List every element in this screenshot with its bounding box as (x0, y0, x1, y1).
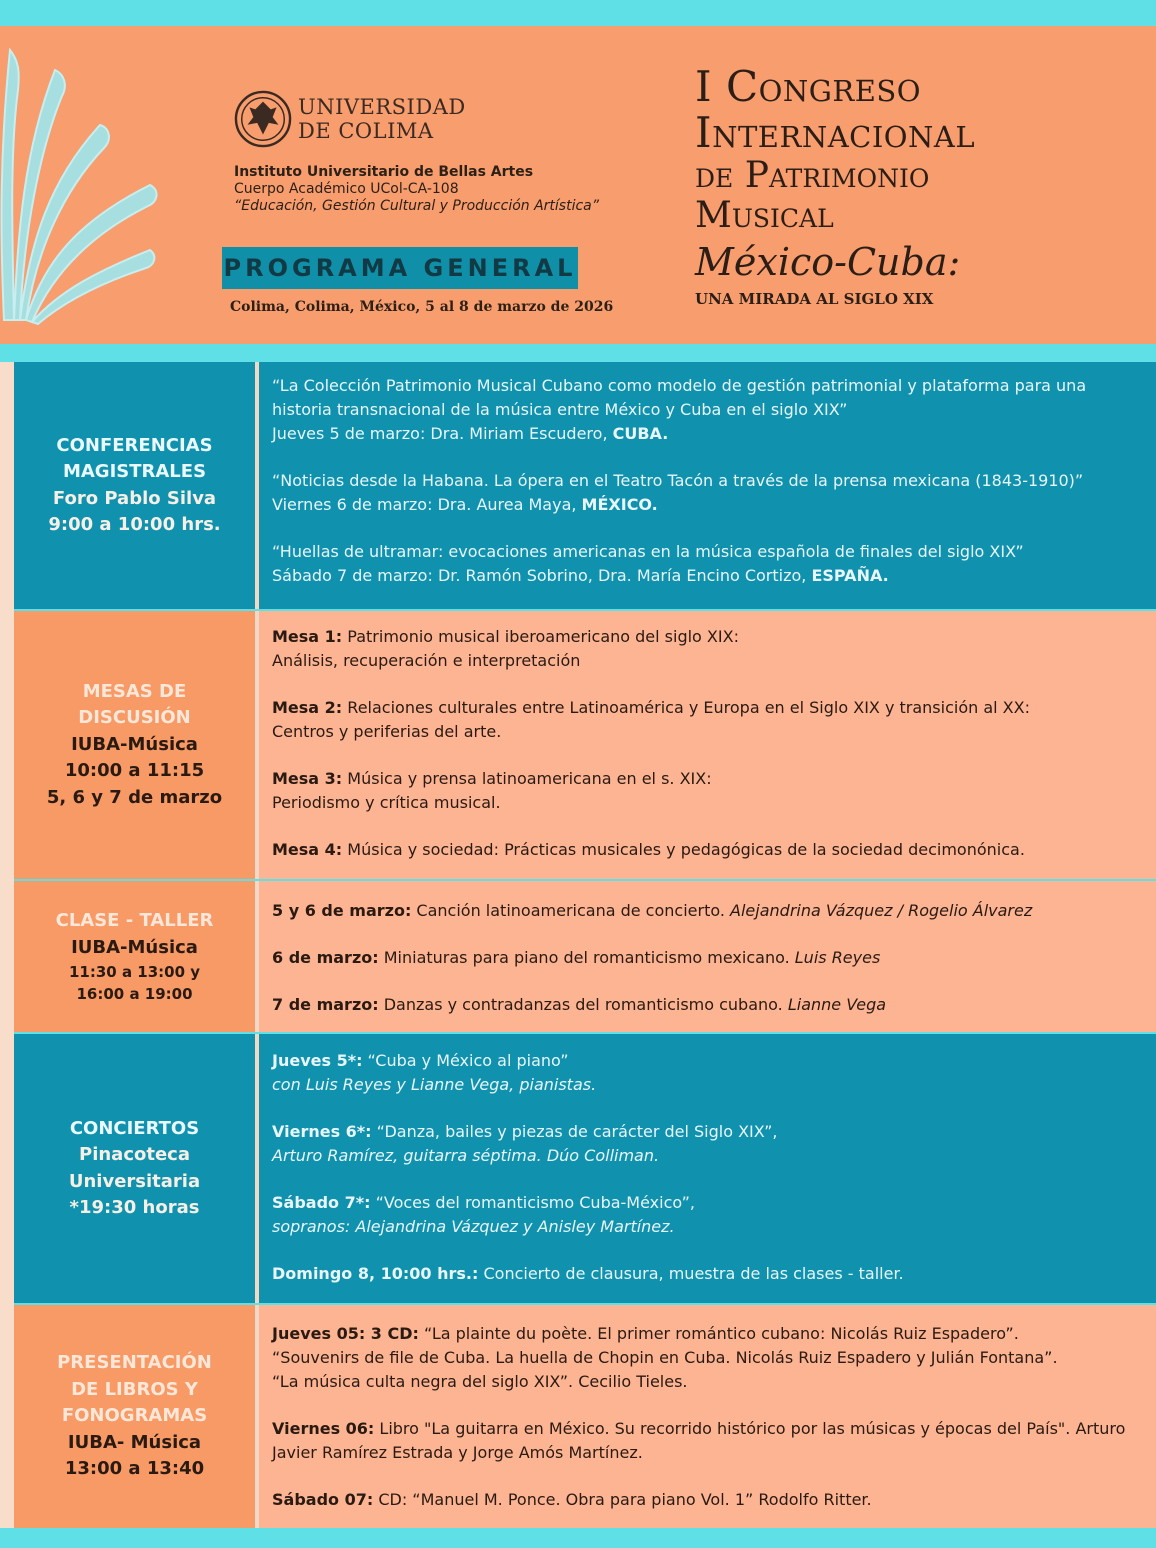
lecture-country: ESPAÑA. (811, 566, 889, 585)
left-edge-bar (0, 362, 14, 1528)
clase-teacher: Lianne Vega (787, 995, 887, 1014)
concert-title: “Cuba y México al piano” (362, 1051, 569, 1070)
title-subtitle: UNA MIRADA AL SIGLO XIX (695, 290, 934, 308)
lecture-title: “Huellas de ultramar: evocaciones americanas en la música española de finales del siglo XIX” (272, 542, 1024, 561)
list-item (272, 696, 1142, 744)
institute-info (234, 164, 599, 215)
lecture-speaker: Sábado 7 de marzo: Dr. Ramón Sobrino, Dra. María Encino Cortizo, (272, 566, 812, 585)
academic-body: Cuerpo Académico UCol-CA-108 (234, 181, 459, 197)
title-line3: de Patrimonio (695, 155, 930, 196)
section-presentacion (14, 1305, 1156, 1528)
title-line5: México-Cuba: (695, 240, 961, 284)
list-item (272, 1049, 1142, 1097)
list-item (272, 767, 1142, 815)
list-item (272, 469, 1142, 517)
clase-date: 5 y 6 de marzo: (272, 901, 412, 920)
lecture-speaker: Viernes 6 de marzo: Dra. Aurea Maya, (272, 495, 582, 514)
concert-performers: sopranos: Alejandrina Vázquez y Anisley Martínez. (272, 1217, 675, 1236)
concert-title: Concierto de clausura, muestra de las clases - taller. (478, 1264, 904, 1283)
concert-performers: con Luis Reyes y Lianne Vega, pianistas. (272, 1075, 597, 1094)
mesa-label: Mesa 4: (272, 840, 343, 859)
university-seal-icon (234, 90, 292, 148)
mesas-dates: 5, 6 y 7 de marzo (46, 786, 223, 808)
clase-date: 6 de marzo: (272, 948, 379, 967)
section-conferencias (14, 362, 1156, 609)
clase-time2: 16:00 a 19:00 (76, 985, 193, 1003)
mesa-label: Mesa 1: (272, 627, 343, 646)
list-item (272, 1322, 1142, 1394)
clase-text: Danzas y contradanzas del romanticismo cubano. (378, 995, 788, 1014)
list-item (272, 946, 1142, 970)
presentacion-venue: IUBA- Música (67, 1431, 202, 1453)
university-logo (234, 90, 466, 148)
list-item (272, 899, 1142, 923)
clase-content (259, 881, 1156, 1032)
section-mesas (14, 611, 1156, 879)
mesas-heading1: MESAS DE (82, 680, 187, 702)
presentacion-heading3: FONOGRAMAS (61, 1405, 208, 1427)
presentacion-heading2: DE LIBROS Y (71, 1378, 198, 1400)
university-name-line2: DE COLIMA (298, 119, 434, 143)
mesa-text: Relaciones culturales entre Latinoamérica y Europa en el Siglo XIX y transición al XX: (342, 698, 1030, 717)
conciertos-venue1: Pinacoteca (79, 1144, 190, 1165)
lecture-country: MÉXICO. (581, 495, 658, 514)
mesa-text: Música y prensa latinoamericana en el s. XIX: (342, 769, 712, 788)
presentation-date: Sábado 07: (272, 1490, 374, 1509)
list-item (272, 993, 1142, 1017)
conferencias-heading2: MAGISTRALES (62, 461, 207, 482)
clase-time1: 11:30 a 13:00 y (68, 963, 201, 981)
lecture-title: “La Colección Patrimonio Musical Cubano como modelo de gestión patrimonial y plataforma para una historia transnacional de la música entre México y Cuba en el siglo XIX” (272, 376, 1087, 419)
mesa-text2: Centros y periferias del arte. (272, 722, 502, 741)
clase-text: Canción latinoamericana de concierto. (411, 901, 731, 920)
conferencias-heading1: CONFERENCIAS (56, 434, 213, 456)
presentation-date: Viernes 06: (272, 1419, 375, 1438)
mesas-venue: IUBA-Música (71, 733, 198, 755)
conciertos-heading: CONCIERTOS (69, 1117, 200, 1139)
presentacion-time: 13:00 a 13:40 (64, 1458, 205, 1480)
program-label: PROGRAMA GENERAL (222, 247, 578, 289)
presentation-text: Libro "La guitarra en México. Su recorrido histórico por las músicas y épocas del País". Arturo Javier Ramírez Estrada y Jorge Amós Martínez. (272, 1419, 1126, 1462)
mesas-content (259, 611, 1156, 879)
conciertos-label (14, 1034, 255, 1303)
concert-date: Domingo 8, 10:00 hrs.: (272, 1264, 479, 1283)
conciertos-venue2: Universitaria (68, 1170, 201, 1192)
presentation-text: “La plainte du poète. El primer romántico cubano: Nicolás Ruiz Espadero”. (418, 1324, 1019, 1343)
congress-title (695, 64, 975, 308)
title-line4: Musical (695, 195, 834, 236)
concert-date: Jueves 5*: (272, 1051, 363, 1070)
mesa-text: Patrimonio musical iberoamericano del siglo XIX: (342, 627, 739, 646)
university-name-line1: UNIVERSIDAD (298, 95, 466, 119)
title-line1: I Congreso (695, 62, 922, 111)
concert-performers: Arturo Ramírez, guitarra séptima. Dúo Colliman. (272, 1146, 660, 1165)
concert-date: Sábado 7*: (272, 1193, 371, 1212)
clase-venue: IUBA-Música (71, 936, 198, 958)
conferencias-content (259, 362, 1156, 609)
list-item (272, 1191, 1142, 1239)
mesa-text2: Periodismo y crítica musical. (272, 793, 501, 812)
concert-title: “Danza, bailes y piezas de carácter del Siglo XIX”, (371, 1122, 778, 1141)
clase-heading: CLASE - TALLER (55, 910, 214, 931)
presentacion-content (259, 1305, 1156, 1528)
clase-date: 7 de marzo: (272, 995, 379, 1014)
presentation-text: “La música culta negra del siglo XIX”. Cecilio Tieles. (272, 1372, 688, 1391)
list-item (272, 838, 1142, 862)
list-item (272, 1262, 1142, 1286)
mesas-heading2: DISCUSIÓN (78, 707, 191, 729)
clase-teacher: Alejandrina Vázquez / Rogelio Álvarez (730, 901, 1033, 920)
institute-name: Instituto Universitario de Bellas Artes (234, 164, 534, 180)
mesa-label: Mesa 2: (272, 698, 343, 717)
section-conciertos (14, 1034, 1156, 1303)
presentacion-label (14, 1305, 255, 1528)
list-item (272, 1120, 1142, 1168)
list-item (272, 1417, 1142, 1465)
list-item (272, 1488, 1142, 1512)
clase-text: Miniaturas para piano del romanticismo mexicano. (378, 948, 795, 967)
presentation-date: Jueves 05: 3 CD: (272, 1324, 419, 1343)
clase-teacher: Luis Reyes (794, 948, 881, 967)
presentation-text: “Souvenirs de file de Cuba. La huella de Chopin en Cuba. Nicolás Ruiz Espadero y Julián Fontana”. (272, 1348, 1058, 1367)
bottom-strip (0, 1528, 1156, 1548)
lecture-title: “Noticias desde la Habana. La ópera en el Teatro Tacón a través de la prensa mexicana (1843-1910)” (272, 471, 1084, 490)
title-line2: Internacional (695, 108, 976, 157)
mid-strip (0, 344, 1156, 362)
location-dates: Colima, Colima, México, 5 al 8 de marzo de 2026 (230, 299, 614, 315)
mesa-label: Mesa 3: (272, 769, 343, 788)
mesa-text: Música y sociedad: Prácticas musicales y pedagógicas de la sociedad decimonónica. (342, 840, 1025, 859)
mesas-time: 10:00 a 11:15 (64, 760, 205, 782)
list-item (272, 540, 1142, 588)
mesas-label (14, 611, 255, 879)
fountain-decoration-icon (0, 30, 175, 330)
conferencias-venue: Foro Pablo Silva (52, 487, 217, 509)
section-clase-taller (14, 881, 1156, 1032)
presentation-text: CD: “Manuel M. Ponce. Obra para piano Vol. 1” Rodolfo Ritter. (373, 1490, 872, 1509)
conferencias-time: 9:00 a 10:00 hrs. (48, 514, 221, 535)
top-strip (0, 0, 1156, 26)
concert-date: Viernes 6*: (272, 1122, 372, 1141)
lecture-country: CUBA. (612, 424, 669, 443)
lecture-speaker: Jueves 5 de marzo: Dra. Miriam Escudero, (272, 424, 613, 443)
list-item (272, 374, 1142, 446)
presentacion-heading1: PRESENTACIÓN (57, 1352, 212, 1374)
mesa-text2: Análisis, recuperación e interpretación (272, 651, 581, 670)
conferencias-label (14, 362, 255, 609)
conciertos-time: *19:30 horas (69, 1197, 200, 1218)
clase-label (14, 881, 255, 1032)
list-item (272, 625, 1142, 673)
concert-title: “Voces del romanticismo Cuba-México”, (370, 1193, 695, 1212)
conciertos-content (259, 1034, 1156, 1303)
academic-motto: “Educación, Gestión Cultural y Producción Artística” (234, 198, 600, 214)
